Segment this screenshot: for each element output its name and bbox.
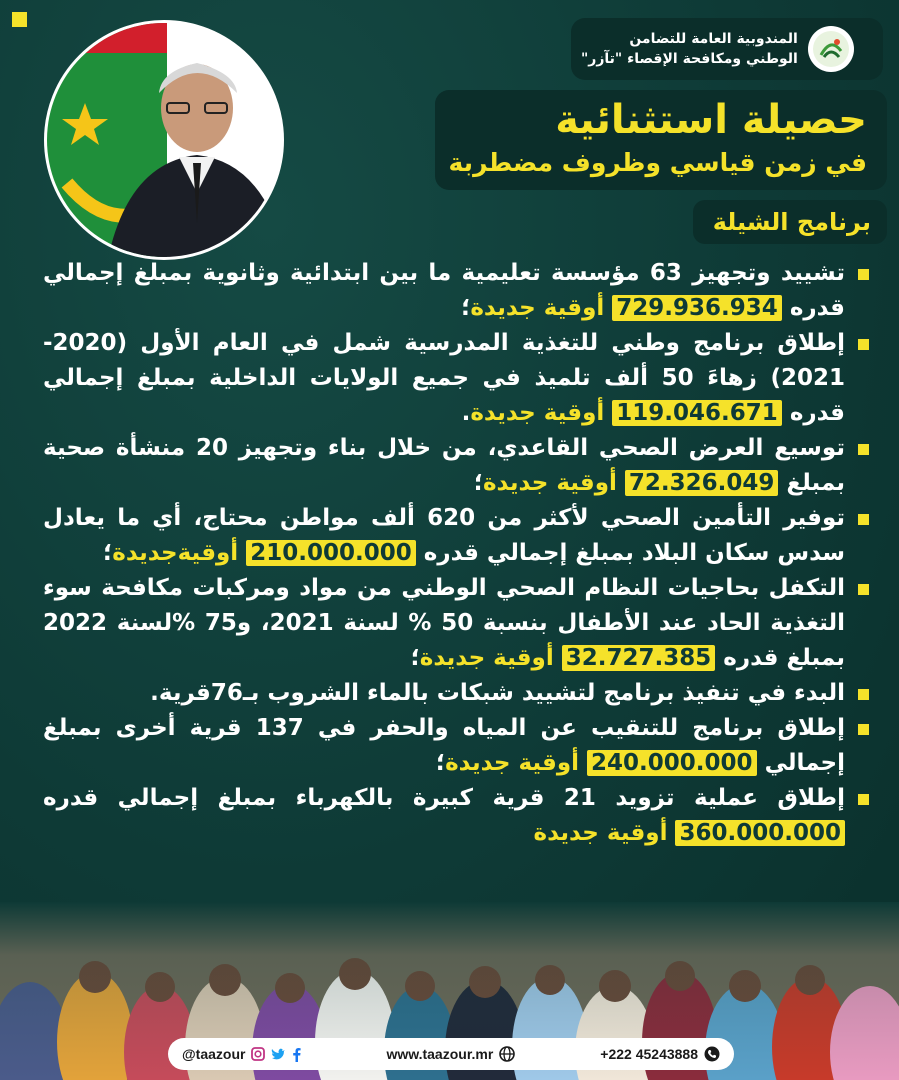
agency-name-line2: الوطني ومكافحة الإقصاء "تآزر" — [581, 51, 798, 67]
list-item — [43, 781, 873, 851]
bullet-text: توسيع العرض الصحي القاعدي، من خلال بناء وتجهيز 20 منشأة صحية بمبلغ — [43, 435, 845, 496]
page-title: حصيلة استثنائية — [555, 97, 867, 143]
social-handle[interactable]: @taazour — [182, 1046, 246, 1062]
bullet-end: . — [461, 400, 471, 426]
agency-name-line1: المندوبية العامة للتضامن — [629, 31, 798, 47]
list-item — [43, 501, 873, 571]
bullet-text: التكفل بحاجيات النظام الصحي الوطني من مواد ومركبات مكافحة سوء التغذية الحاد عند الأطفال بنسبة 50 % لسنة 2021، و75 %لسنة 2022 بمبلغ قدره — [43, 575, 846, 671]
bullet-text: إطلاق برنامج للتنقيب عن المياه والحفر في 137 قرية أخرى بمبلغ إجمالي — [43, 715, 845, 776]
facebook-icon[interactable] — [292, 1047, 301, 1062]
bullet-text: إطلاق عملية تزويد 21 قرية كبيرة بالكهرباء بمبلغ إجمالي قدره — [43, 785, 845, 811]
bullet-amount: 210.000.000 — [246, 540, 416, 566]
bullet-text: تشييد وتجهيز 63 مؤسسة تعليمية ما بين ابتدائية وثانوية بمبلغ إجمالي قدره — [43, 260, 845, 321]
globe-icon — [499, 1046, 515, 1062]
bullet-amount: 360.000.000 — [675, 820, 845, 846]
bullet-currency: أوقية جديدة — [482, 470, 617, 496]
program-panel — [693, 200, 887, 244]
taazour-logo-icon — [808, 26, 854, 72]
list-item — [43, 676, 873, 711]
bullet-end: ؛ — [473, 470, 483, 496]
bullet-currency: أوقية جديدة — [445, 750, 580, 776]
instagram-icon[interactable] — [251, 1047, 265, 1061]
bullet-currency: أوقية جديدة — [419, 645, 554, 671]
bullet-currency: أوقية جديدة — [470, 295, 605, 321]
list-item — [43, 571, 873, 676]
bullet-text: البدء في تنفيذ برنامج لتشييد شبكات بالماء الشروب بـ76قرية. — [150, 680, 845, 706]
phone-icon — [704, 1046, 720, 1062]
website-link[interactable]: www.taazour.mr — [386, 1046, 494, 1062]
bullet-end: ؛ — [103, 540, 113, 566]
list-item — [43, 326, 873, 431]
page-subtitle: في زمن قياسي وظروف مضطربة — [448, 148, 867, 177]
phone-group — [600, 1046, 720, 1062]
bullet-amount: 72.326.049 — [625, 470, 779, 496]
phone-number[interactable]: +222 45243888 — [600, 1046, 698, 1062]
achievement-list — [43, 256, 873, 851]
bullet-amount: 119.046.671 — [612, 400, 782, 426]
agency-header — [571, 18, 883, 80]
bullet-end: ؛ — [410, 645, 420, 671]
bullet-amount: 240.000.000 — [587, 750, 757, 776]
bullet-amount: 729.936.934 — [612, 295, 782, 321]
list-item — [43, 256, 873, 326]
bullet-text: إطلاق برنامج وطني للتغذية المدرسية شمل في العام الأول (2020-2021) زهاءَ 50 ألف تلميذ في جميع الولايات الداخلية بمبلغ إجمالي قدره — [43, 330, 845, 426]
president-portrait-photo — [44, 20, 284, 260]
bullet-amount: 32.727.385 — [562, 645, 716, 671]
list-item — [43, 711, 873, 781]
program-label: برنامج الشيلة — [712, 208, 871, 236]
bullet-currency: أوقيةجديدة — [112, 540, 239, 566]
list-item — [43, 431, 873, 501]
bullet-end: ؛ — [435, 750, 446, 776]
contact-footer — [168, 1038, 734, 1070]
bullet-end: ؛ — [461, 295, 471, 321]
bullet-currency: أوقية جديدة — [470, 400, 605, 426]
website-group — [386, 1046, 515, 1062]
twitter-icon[interactable] — [271, 1048, 286, 1061]
bullet-text: توفير التأمين الصحي لأكثر من 620 ألف مواطن محتاج، أي ما يعادل سدس سكان البلاد بمبلغ إجمالي قدره — [43, 505, 846, 566]
corner-accent — [12, 12, 27, 27]
social-group — [182, 1046, 301, 1062]
title-panel — [435, 90, 887, 190]
bullet-currency: أوقية جديدة — [533, 820, 668, 846]
